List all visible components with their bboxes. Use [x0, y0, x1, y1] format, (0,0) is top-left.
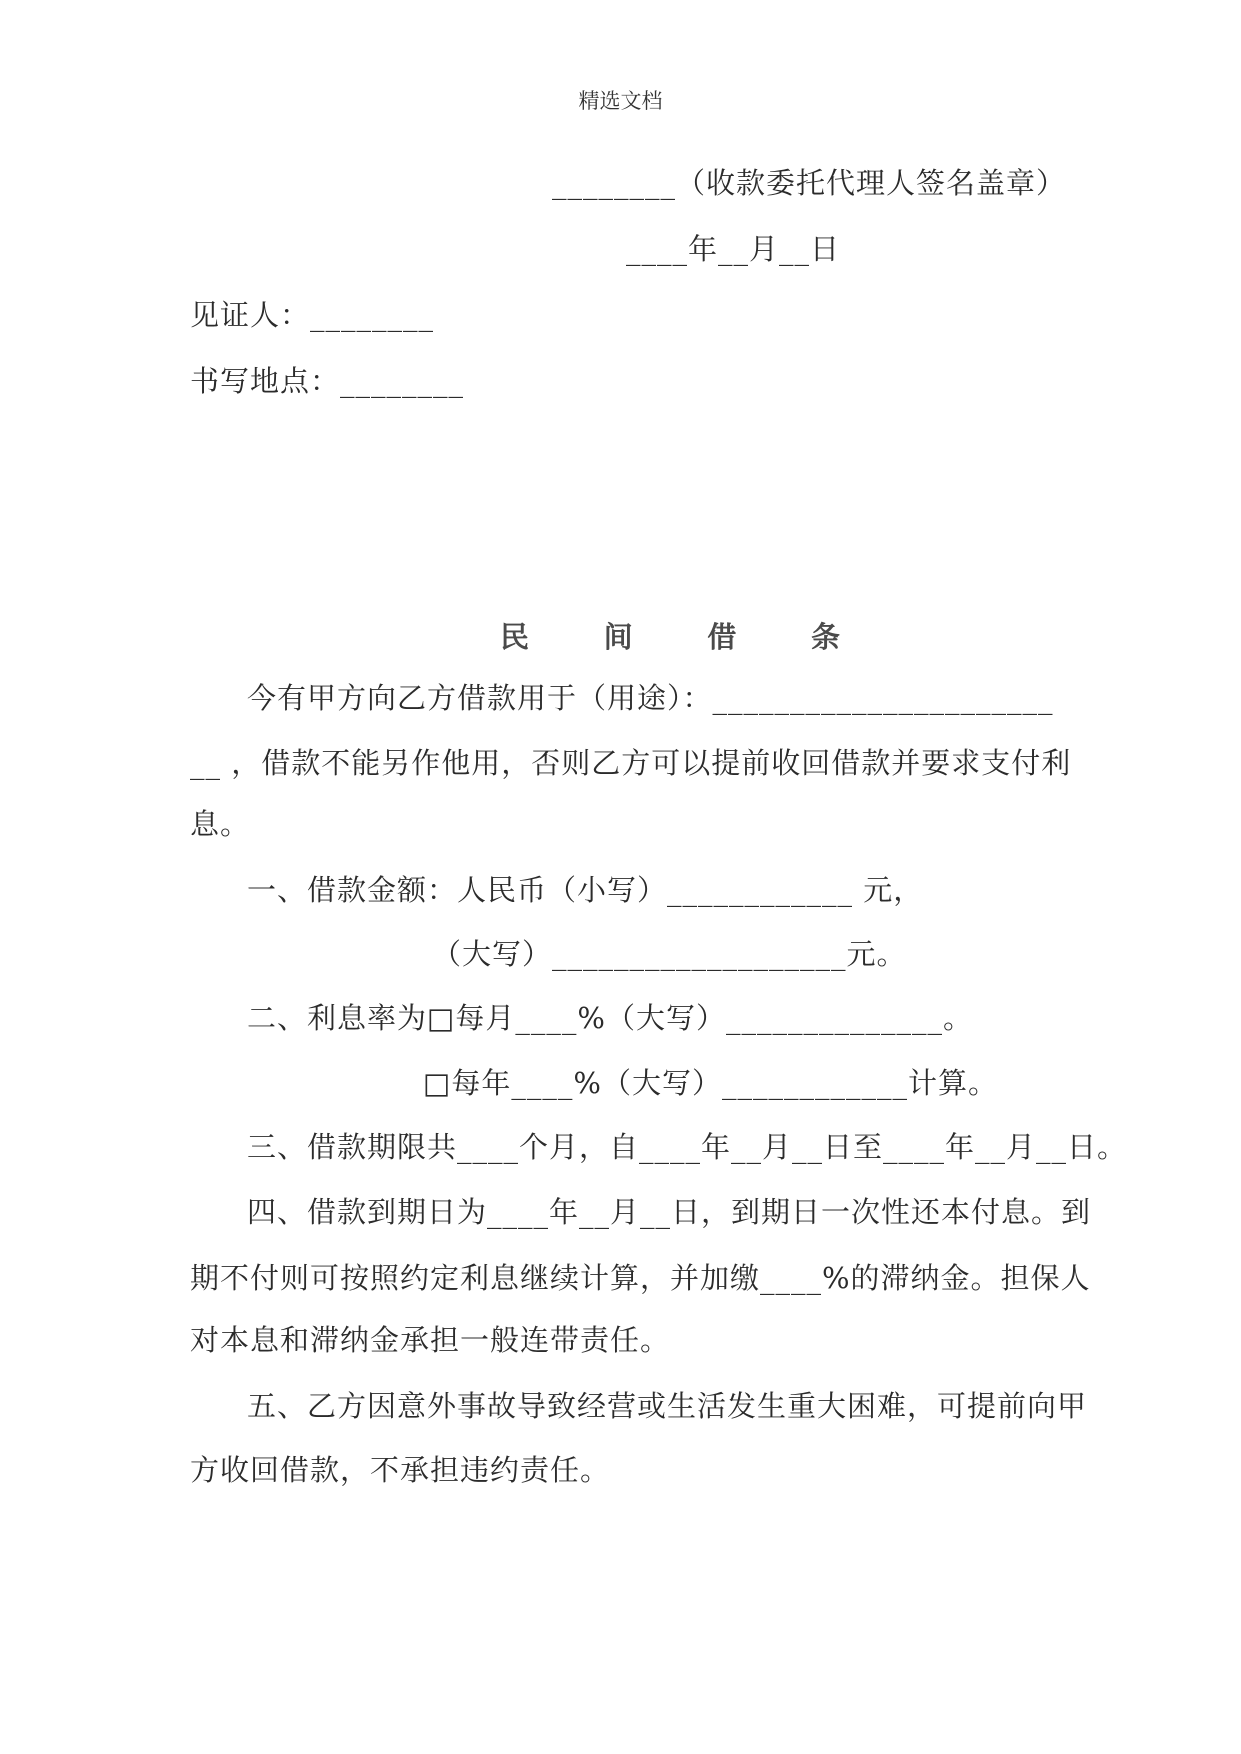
title-char: 民: [500, 620, 530, 654]
agent-signature-line: ________（收款委托代理人签名盖章）: [552, 166, 1067, 200]
interest-line-2: □每年____%（大写）____________计算。: [423, 1066, 998, 1100]
title-char: 间: [603, 620, 633, 654]
document-title: [500, 617, 840, 657]
title-char: 条: [810, 620, 840, 654]
interest-line-1: 二、利息率为□每月____%（大写）______________。: [247, 1001, 973, 1035]
purpose-line-2: __ ，借款不能另作他用，否则乙方可以提前收回借款并要求支付利: [190, 746, 1072, 780]
location-line: 书写地点：________: [190, 364, 465, 398]
due-line-3: 对本息和滞纳金承担一般连带责任。: [190, 1323, 671, 1357]
clause5-line-1: 五、乙方因意外事故导致经营或生活发生重大困难，可提前向甲: [247, 1389, 1088, 1423]
term-line: 三、借款期限共____个月，自____年__月__日至____年__月__日。: [247, 1130, 1128, 1164]
purpose-line-1: 今有甲方向乙方借款用于（用途）：______________________: [247, 681, 1054, 715]
due-line-2: 期不付则可按照约定利息继续计算，并加缴____%的滞纳金。担保人: [190, 1261, 1091, 1295]
signature-date-line: ____年__月__日: [626, 232, 841, 266]
amount-line-2: （大写）___________________元。: [432, 937, 907, 971]
clause5-line-2: 方收回借款，不承担违约责任。: [190, 1453, 611, 1487]
due-line-1: 四、借款到期日为____年__月__日，到期日一次性还本付息。到: [247, 1195, 1092, 1229]
purpose-line-3: 息。: [190, 807, 251, 841]
title-char: 借: [707, 620, 737, 654]
page-header: 精选文档: [578, 89, 663, 113]
amount-line-1: 一、借款金额：人民币（小写）____________ 元，: [247, 873, 924, 907]
witness-line: 见证人：________: [190, 298, 435, 332]
